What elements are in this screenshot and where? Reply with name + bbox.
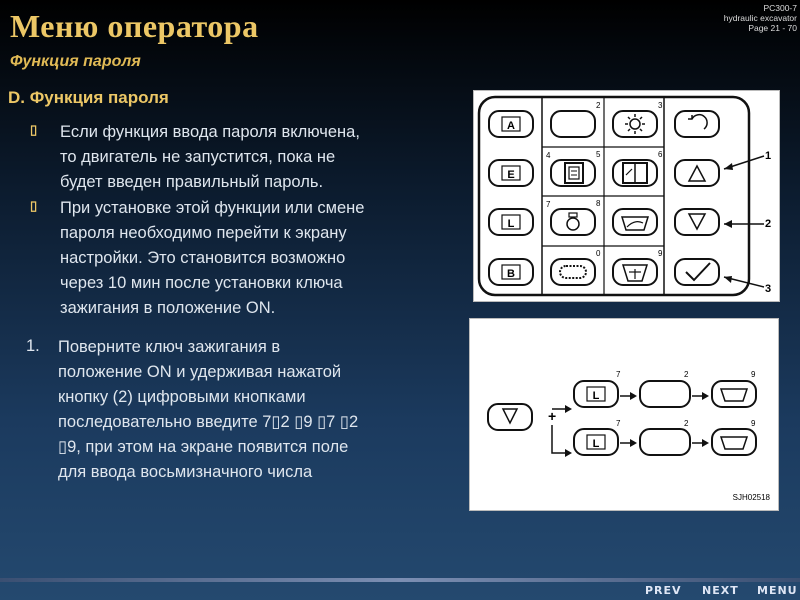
callout-2: [724, 218, 771, 230]
callout-number: 1: [765, 150, 772, 162]
key-l: [489, 209, 533, 235]
sequence-diagram: [469, 318, 779, 511]
text-line: Поверните ключ зажигания в: [58, 338, 281, 356]
key-number: 9: [751, 370, 756, 379]
key-label: L: [592, 438, 600, 450]
key-back: [675, 111, 719, 137]
text-line: кнопку (2) цифровыми кнопками: [58, 388, 306, 406]
plus-sign: +: [548, 408, 557, 424]
bullet-icon: ▯: [30, 198, 38, 213]
key-b: [489, 259, 533, 285]
seq-key-l-1: [574, 370, 621, 407]
key-number: 8: [596, 199, 601, 208]
key-number: 7: [546, 200, 551, 209]
text-line: ▯9, при этом на экране появится поле: [58, 438, 349, 456]
key-6: [613, 150, 663, 186]
key-0: [551, 249, 601, 285]
seq-key-9-2: [712, 419, 756, 455]
key-number: 3: [658, 101, 663, 110]
keypad-drawing: [474, 91, 779, 301]
menu-button[interactable]: MENU: [757, 584, 798, 597]
key-enter: [675, 259, 719, 285]
text-line: пароля необходимо перейти к экрану: [60, 224, 347, 242]
key-number: 5: [596, 150, 601, 159]
text-line: положение ON и удерживая нажатой: [58, 363, 342, 381]
text-line: зажигания в положение ON.: [60, 299, 276, 317]
key-down: [675, 209, 719, 235]
text-line: будет введен правильный пароль.: [60, 173, 324, 191]
type-label: hydraulic excavator: [723, 13, 797, 23]
key-number: 0: [596, 249, 601, 258]
text-line: При установке этой функции или смене: [60, 199, 365, 217]
keypad-diagram: [473, 90, 780, 302]
key-number: 2: [684, 419, 689, 428]
key-label: B: [507, 268, 515, 280]
callout-number: 2: [765, 218, 772, 230]
text-line: через 10 мин после установки ключа: [60, 274, 343, 292]
key-number: 7: [616, 370, 621, 379]
key-number: 6: [658, 150, 663, 159]
page-subtitle: Функция пароля: [10, 53, 141, 70]
seq-key-l-2: [574, 419, 621, 455]
key-up: [675, 160, 719, 186]
text-line: последовательно введите 7▯2 ▯9 ▯7 ▯2: [58, 413, 359, 431]
key-8: [546, 199, 601, 235]
figure-code: SJH02518: [732, 493, 770, 502]
key-9: [613, 249, 663, 285]
text-line: для ввода восьмизначного числа: [58, 463, 313, 481]
key-number: 9: [751, 419, 756, 428]
bullet-paragraph-2: [60, 196, 364, 321]
key-5: [546, 150, 601, 186]
seq-key-2-1: [640, 370, 690, 407]
key-3-light: [613, 101, 663, 137]
arrow-icon: [565, 405, 572, 413]
key-down-start: [488, 404, 532, 430]
callout-1: [724, 150, 771, 170]
seq-key-9-1: [712, 370, 756, 407]
step-paragraph: [58, 335, 358, 485]
key-wiper: [613, 209, 657, 235]
key-label: L: [507, 218, 515, 230]
sequence-drawing: [470, 319, 778, 510]
bottom-divider: [0, 578, 800, 582]
bullet-paragraph-1: [60, 120, 360, 195]
section-heading: D. Функция пароля: [8, 88, 169, 107]
callout-number: 3: [765, 283, 772, 295]
text-line: настройки. Это становится возможно: [60, 249, 346, 267]
key-number: 9: [658, 249, 663, 258]
seq-key-2-2: [640, 419, 690, 455]
key-number: 2: [684, 370, 689, 379]
step-number: 1.: [26, 337, 40, 355]
text-line: то двигатель не запустится, пока не: [60, 148, 336, 166]
page-info: [724, 3, 797, 33]
key-e: [489, 160, 533, 186]
page-number: Page 21 - 70: [748, 23, 797, 33]
key-number: 2: [596, 101, 601, 110]
model-label: PC300-7: [763, 3, 797, 13]
next-button[interactable]: NEXT: [702, 584, 739, 597]
prev-button[interactable]: PREV: [645, 584, 682, 597]
text-line: Если функция ввода пароля включена,: [60, 123, 360, 141]
key-number: 7: [616, 419, 621, 428]
page-title: Меню оператора: [10, 8, 259, 44]
arrow-icon: [630, 439, 637, 447]
arrow-icon: [702, 439, 709, 447]
arrow-icon: [565, 449, 572, 457]
key-label: L: [592, 390, 600, 402]
arrow-icon: [702, 392, 709, 400]
bullet-icon: ▯: [30, 122, 38, 137]
key-a: [489, 111, 533, 137]
key-2: [551, 101, 601, 137]
key-number: 4: [546, 151, 551, 160]
key-label: E: [507, 169, 515, 181]
arrow-icon: [630, 392, 637, 400]
key-label: A: [507, 120, 515, 132]
